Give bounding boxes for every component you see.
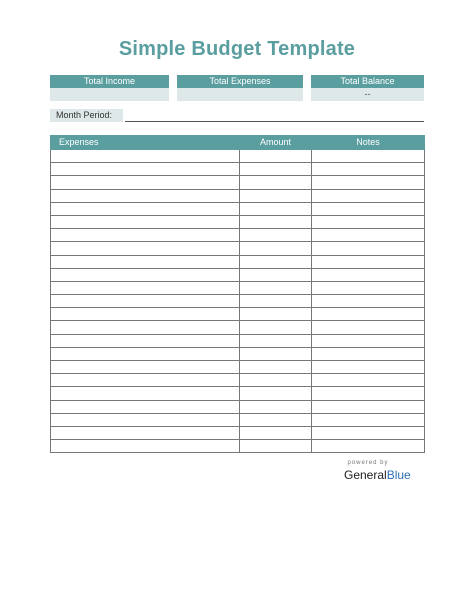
expense-cell[interactable] (51, 202, 240, 215)
brand-name-blue: Blue (386, 468, 411, 482)
notes-cell[interactable] (312, 295, 425, 308)
table-row (51, 347, 425, 360)
total-expenses-value[interactable] (177, 88, 303, 101)
table-row (51, 150, 425, 163)
total-balance-box (311, 75, 424, 103)
expense-cell[interactable] (51, 295, 240, 308)
amount-cell[interactable] (240, 387, 312, 400)
expense-cell[interactable] (51, 163, 240, 176)
expense-cell[interactable] (51, 387, 240, 400)
total-income-label: Total Income (50, 75, 169, 88)
notes-cell[interactable] (312, 281, 425, 294)
expense-cell[interactable] (51, 215, 240, 228)
amount-column-header: Amount (240, 136, 312, 150)
notes-cell[interactable] (312, 426, 425, 439)
amount-cell[interactable] (240, 413, 312, 426)
amount-cell[interactable] (240, 268, 312, 281)
notes-cell[interactable] (312, 361, 425, 374)
amount-cell[interactable] (240, 361, 312, 374)
table-row (51, 400, 425, 413)
amount-cell[interactable] (240, 426, 312, 439)
amount-cell[interactable] (240, 281, 312, 294)
expense-cell[interactable] (51, 321, 240, 334)
table-row (51, 387, 425, 400)
notes-cell[interactable] (312, 202, 425, 215)
amount-cell[interactable] (240, 176, 312, 189)
amount-cell[interactable] (240, 163, 312, 176)
notes-cell[interactable] (312, 255, 425, 268)
brand-name-general: General (344, 468, 387, 482)
amount-cell[interactable] (240, 150, 312, 163)
notes-cell[interactable] (312, 308, 425, 321)
table-row (51, 268, 425, 281)
notes-column-header: Notes (312, 136, 425, 150)
total-expenses-box (177, 75, 303, 103)
notes-cell[interactable] (312, 440, 425, 453)
table-row (51, 163, 425, 176)
month-period-field[interactable] (125, 121, 424, 122)
notes-cell[interactable] (312, 242, 425, 255)
notes-cell[interactable] (312, 347, 425, 360)
notes-cell[interactable] (312, 189, 425, 202)
table-row (51, 202, 425, 215)
table-row (51, 426, 425, 439)
amount-cell[interactable] (240, 215, 312, 228)
table-row (51, 334, 425, 347)
amount-cell[interactable] (240, 321, 312, 334)
expense-cell[interactable] (51, 150, 240, 163)
amount-cell[interactable] (240, 374, 312, 387)
amount-cell[interactable] (240, 229, 312, 242)
notes-cell[interactable] (312, 150, 425, 163)
notes-cell[interactable] (312, 215, 425, 228)
amount-cell[interactable] (240, 189, 312, 202)
amount-cell[interactable] (240, 242, 312, 255)
amount-cell[interactable] (240, 202, 312, 215)
expense-cell[interactable] (51, 400, 240, 413)
notes-cell[interactable] (312, 163, 425, 176)
table-row (51, 255, 425, 268)
table-row (51, 295, 425, 308)
expenses-table (50, 135, 425, 453)
amount-cell[interactable] (240, 308, 312, 321)
expense-cell[interactable] (51, 413, 240, 426)
table-row (51, 281, 425, 294)
total-income-box (50, 75, 169, 103)
expense-cell[interactable] (51, 347, 240, 360)
table-row (51, 215, 425, 228)
notes-cell[interactable] (312, 374, 425, 387)
generalblue-logo (344, 468, 411, 482)
total-balance-value[interactable]: -- (311, 88, 424, 101)
amount-cell[interactable] (240, 334, 312, 347)
table-header-row (51, 136, 425, 150)
notes-cell[interactable] (312, 176, 425, 189)
table-row (51, 242, 425, 255)
notes-cell[interactable] (312, 321, 425, 334)
table-row (51, 308, 425, 321)
notes-cell[interactable] (312, 387, 425, 400)
expense-cell[interactable] (51, 176, 240, 189)
month-period-label: Month Period: (50, 109, 123, 122)
amount-cell[interactable] (240, 295, 312, 308)
amount-cell[interactable] (240, 400, 312, 413)
notes-cell[interactable] (312, 413, 425, 426)
expense-cell[interactable] (51, 334, 240, 347)
expense-cell[interactable] (51, 268, 240, 281)
total-income-value[interactable] (50, 88, 169, 101)
expense-cell[interactable] (51, 281, 240, 294)
expense-cell[interactable] (51, 440, 240, 453)
document-title: Simple Budget Template (118, 38, 356, 60)
notes-cell[interactable] (312, 400, 425, 413)
notes-cell[interactable] (312, 229, 425, 242)
table-row (51, 229, 425, 242)
expense-cell[interactable] (51, 374, 240, 387)
expense-cell[interactable] (51, 229, 240, 242)
total-balance-label: Total Balance (311, 75, 424, 88)
expense-cell[interactable] (51, 308, 240, 321)
table-row (51, 374, 425, 387)
powered-by-text: powered by (347, 460, 389, 466)
table-row (51, 413, 425, 426)
notes-cell[interactable] (312, 334, 425, 347)
amount-cell[interactable] (240, 255, 312, 268)
expense-cell[interactable] (51, 189, 240, 202)
expense-cell[interactable] (51, 255, 240, 268)
expenses-column-header: Expenses (51, 136, 240, 150)
table-row (51, 176, 425, 189)
amount-cell[interactable] (240, 347, 312, 360)
table-row (51, 361, 425, 374)
notes-cell[interactable] (312, 268, 425, 281)
table-row (51, 321, 425, 334)
expense-cell[interactable] (51, 361, 240, 374)
table-row (51, 189, 425, 202)
expense-cell[interactable] (51, 426, 240, 439)
expense-cell[interactable] (51, 242, 240, 255)
table-row (51, 440, 425, 453)
expenses-table-body (51, 150, 425, 453)
total-expenses-label: Total Expenses (177, 75, 303, 88)
amount-cell[interactable] (240, 440, 312, 453)
